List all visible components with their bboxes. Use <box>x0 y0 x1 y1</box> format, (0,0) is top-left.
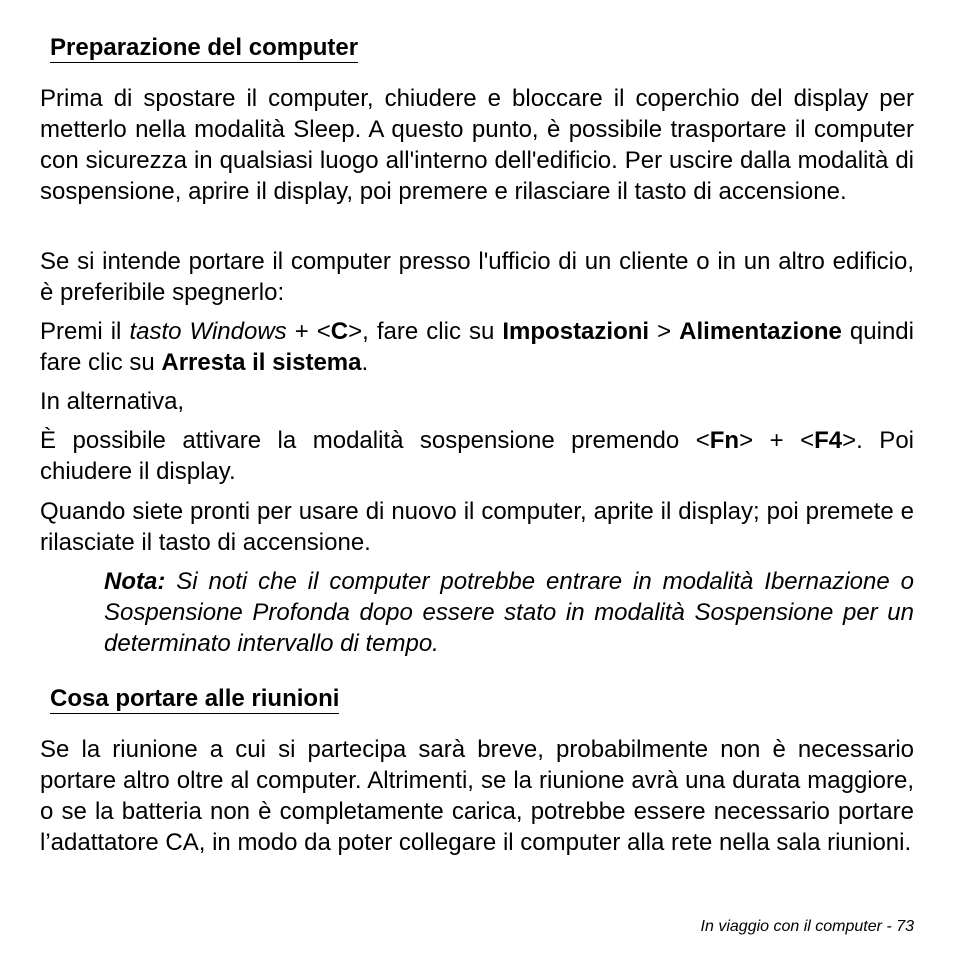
paragraph-shutdown-advice: Se si intende portare il computer presso l'ufficio di un cliente o in un altro edificio, è preferibile spegnerlo: <box>40 248 914 306</box>
text-segment: quindi fare clic su <box>40 318 914 376</box>
page-number: 73 <box>896 918 914 935</box>
paragraph-alternative: In alternativa, <box>40 388 185 415</box>
text-segment: È possibile attivare la modalità sospensione premendo < <box>40 427 710 454</box>
shutdown-text: Arresta il sistema <box>161 349 362 376</box>
settings-text: Impostazioni <box>502 318 650 345</box>
key-fn-text: Fn <box>709 427 740 454</box>
text-segment: . <box>361 349 369 376</box>
text-segment: > <box>649 318 680 345</box>
section-heading-riunioni <box>50 684 339 714</box>
section-heading-text: Cosa portare alle riunioni <box>50 685 340 712</box>
section-heading-text: Preparazione del computer <box>50 34 359 61</box>
text-segment: >, fare clic su <box>348 318 503 345</box>
text-segment: Premi il <box>40 318 130 345</box>
note-text: Si noti che il computer potrebbe entrare in modalità Ibernazione o Sospensione Profonda dopo essere stato in modalità Sospensione per un determinato intervallo di tempo. <box>104 568 914 657</box>
note-paragraph <box>104 566 914 659</box>
key-f4-text: F4 <box>814 427 843 454</box>
power-text: Alimentazione <box>679 318 842 345</box>
footer-text: In viaggio con il computer - <box>700 918 897 935</box>
note-label: Nota: <box>104 568 166 595</box>
windows-key-text: tasto Windows <box>129 318 287 345</box>
paragraph-sleep-keys <box>40 425 914 487</box>
key-c-text: C <box>330 318 349 345</box>
page-footer <box>701 916 914 938</box>
paragraph-resume: Quando siete pronti per usare di nuovo il computer, aprite il display; poi premete e rilasciate il tasto di accensione. <box>40 498 914 556</box>
text-segment: > + < <box>739 427 815 454</box>
text-segment: + < <box>286 318 331 345</box>
paragraph-meetings: Se la riunione a cui si partecipa sarà breve, probabilmente non è necessario portare altro oltre al computer. Altrimenti, se la riunione avrà una durata maggiore, o se la batteria non è completamente carica, potrebbe essere necessario portare l’adattatore CA, in modo da poter collegare il computer alla rete nella sala riunioni. <box>40 736 914 856</box>
paragraph-intro: Prima di spostare il computer, chiudere e bloccare il coperchio del display per metterlo nella modalità Sleep. A questo punto, è possibile trasportare il computer con sicurezza in qualsiasi luogo all'interno dell'edificio. Per uscire dalla modalità di sospensione, aprire il display, poi premere e rilasciare il tasto di accensione. <box>40 85 914 205</box>
text-segment: >. Poi chiudere il display. <box>40 427 914 485</box>
section-heading-preparazione <box>50 33 358 63</box>
paragraph-shutdown-steps <box>40 316 914 378</box>
